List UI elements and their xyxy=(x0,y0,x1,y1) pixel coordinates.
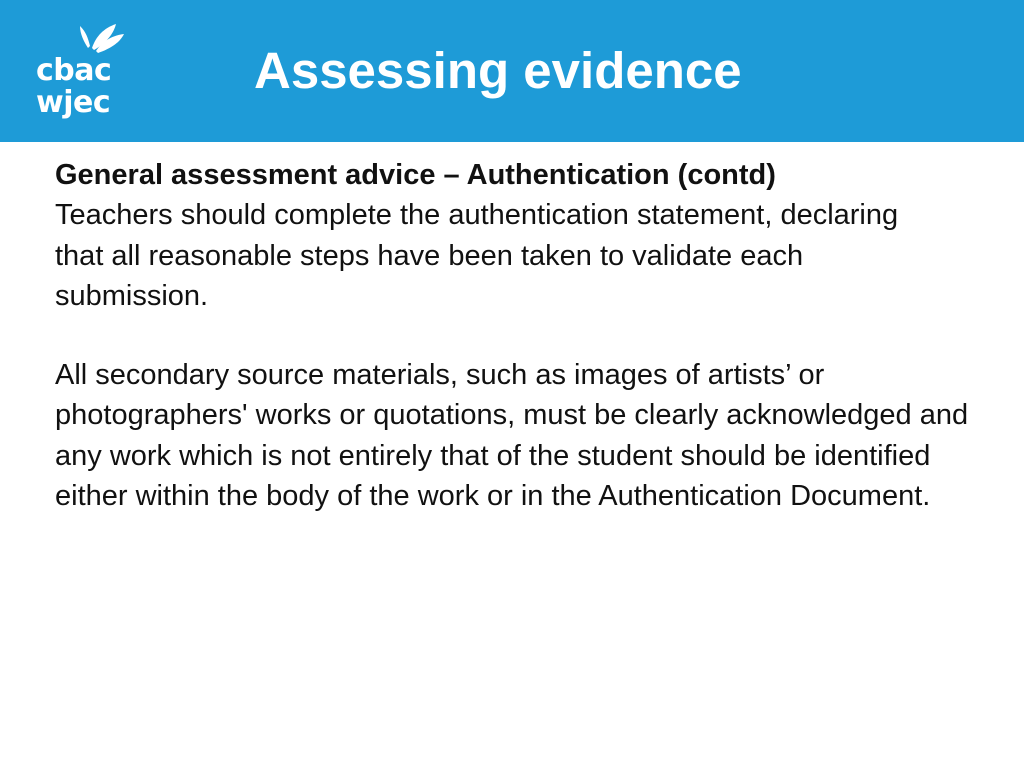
header-bar xyxy=(0,0,1024,142)
slide-content xyxy=(55,155,985,517)
open-book-icon xyxy=(30,18,130,58)
section-subheading: General assessment advice – Authentication (contd) xyxy=(55,159,776,191)
cbac-wjec-logo xyxy=(30,18,130,128)
paragraph-authentication-statement: Teachers should complete the authentication statement, declaring that all reasonable steps have been taken to validate each submission. xyxy=(55,199,899,312)
logo-text-cbac: cbac xyxy=(36,53,112,88)
logo-text-wjec: wjec xyxy=(36,85,111,120)
paragraph-secondary-sources: All secondary source materials, such as images of artists’ or photographers' works or quotations, must be clearly acknowledged and any work which is not entirely that of the student should be identified either within the body of the work or in the Authentication Document. xyxy=(55,358,969,512)
page-title: Assessing evidence xyxy=(254,42,742,99)
